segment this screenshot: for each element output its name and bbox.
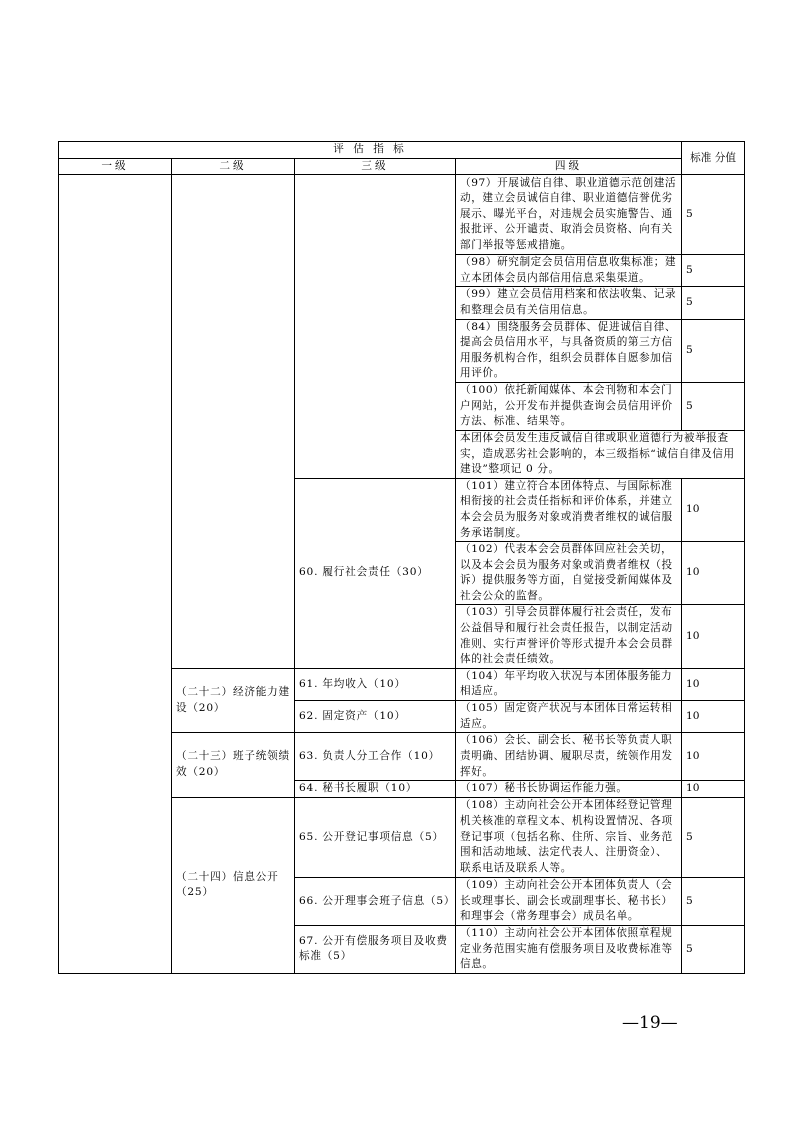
header-level3: 三级 <box>295 158 456 175</box>
zero-score-note: 本团体会员发生违反诚信自律或职业道德行为被举报查实，造成恶劣社会影响的，本三级指标“诚信自律及信用建设”整项记 0 分。 <box>456 430 745 478</box>
level3-fixed-assets: 62. 固定资产（10） <box>295 701 456 733</box>
evaluation-index-table <box>58 141 745 974</box>
indicator-102: （102）代表本会会员群体回应社会关切，以及本会会员为服务对象或消费者维权（投诉）提供服务等方面，自觉接受新闻媒体及社会公众的监督。 <box>456 542 682 605</box>
page-number: —19— <box>622 1013 678 1033</box>
score-109: 5 <box>682 877 745 925</box>
indicator-107: （107）秘书长协调运作能力强。 <box>456 781 682 798</box>
level1-cell-empty <box>59 175 172 974</box>
header-level4: 四级 <box>456 158 682 175</box>
level3-social-responsibility: 60. 履行社会责任（30） <box>295 478 456 668</box>
level3-registration-info: 65. 公开登记事项信息（5） <box>295 797 456 877</box>
indicator-104: （104）年平均收入状况与本团体服务能力相适应。 <box>456 668 682 700</box>
score-99: 5 <box>682 287 745 319</box>
indicator-106: （106）会长、副会长、秘书长等负责人职责明确、团结协调、履职尽责，统领作用发挥好。 <box>456 733 682 781</box>
level2-information-disclosure: （二十四）信息公开（25） <box>172 797 295 973</box>
level3-annual-income: 61. 年均收入（10） <box>295 668 456 700</box>
header-level1: 一级 <box>59 158 172 175</box>
level3-council-info: 66. 公开理事会班子信息（5） <box>295 877 456 925</box>
indicator-100: （100）依托新闻媒体、本会刊物和本会门户网站，公开发布并提供查询会员信用评价方法、标准、结果等。 <box>456 382 682 430</box>
score-97: 5 <box>682 175 745 255</box>
score-104: 10 <box>682 668 745 700</box>
score-84: 5 <box>682 319 745 382</box>
level3-division-of-work: 63. 负责人分工合作（10） <box>295 733 456 781</box>
header-evaluation-index: 评 估 指 标 <box>59 142 682 159</box>
level2-leadership-performance: （二十三）班子统领绩效（20） <box>172 733 295 798</box>
level2-economic-capacity: （二十二）经济能力建设（20） <box>172 668 295 732</box>
indicator-98: （98）研究制定会员信用信息收集标准；建立本团体会员内部信用信息采集渠道。 <box>456 255 682 287</box>
score-102: 10 <box>682 542 745 605</box>
indicator-84: （84）围绕服务会员群体、促进诚信自律、提高会员信用水平，与具备资质的第三方信用服务机构合作，组织会员群体自愿参加信用评价。 <box>456 319 682 382</box>
score-105: 10 <box>682 701 745 733</box>
level3-secretary-general-duty: 64. 秘书长履职（10） <box>295 781 456 798</box>
level3-paid-services: 67. 公开有偿服务项目及收费标准（5） <box>295 925 456 973</box>
header-standard-score: 标准 分值 <box>682 142 745 175</box>
score-103: 10 <box>682 605 745 668</box>
score-110: 5 <box>682 925 745 973</box>
score-98: 5 <box>682 255 745 287</box>
score-107: 10 <box>682 781 745 798</box>
score-106: 10 <box>682 733 745 781</box>
indicator-103: （103）引导会员群体履行社会责任，发布公益倡导和履行社会责任报告，以制定活动准则、实行声誉评价等形式提升本会会员群体的社会责任绩效。 <box>456 605 682 668</box>
indicator-110: （110）主动向社会公开本团体依照章程规定业务范围实施有偿服务项目及收费标准等信息。 <box>456 925 682 973</box>
indicator-101: （101）建立符合本团体特点、与国际标准相衔接的社会责任指标和评价体系，并建立本会会员为服务对象或消费者维权的诚信服务承诺制度。 <box>456 478 682 541</box>
level3-cell-empty <box>295 175 456 479</box>
indicator-105: （105）固定资产状况与本团体日常运转相适应。 <box>456 701 682 733</box>
header-level2: 二级 <box>172 158 295 175</box>
level2-cell-empty <box>172 175 295 669</box>
score-108: 5 <box>682 797 745 877</box>
indicator-109: （109）主动向社会公开本团体负责人（会长或理事长、副会长或副理事长、秘书长）和理事会（常务理事会）成员名单。 <box>456 877 682 925</box>
indicator-108: （108）主动向社会公开本团体经登记管理机关核准的章程文本、机构设置情况、各项登记事项（包括名称、住所、宗旨、业务范围和活动地域、法定代表人、注册资金）、联系电话及联系人等。 <box>456 797 682 877</box>
indicator-99: （99）建立会员信用档案和依法收集、记录和整理会员有关信用信息。 <box>456 287 682 319</box>
indicator-97: （97）开展诚信自律、职业道德示范创建活动，建立会员诚信自律、职业道德信誉优劣展示、曝光平台，对违规会员实施警告、通报批评、公开谴责、取消会员资格、向有关部门举报等惩戒措施。 <box>456 175 682 255</box>
score-101: 10 <box>682 478 745 541</box>
score-100: 5 <box>682 382 745 430</box>
